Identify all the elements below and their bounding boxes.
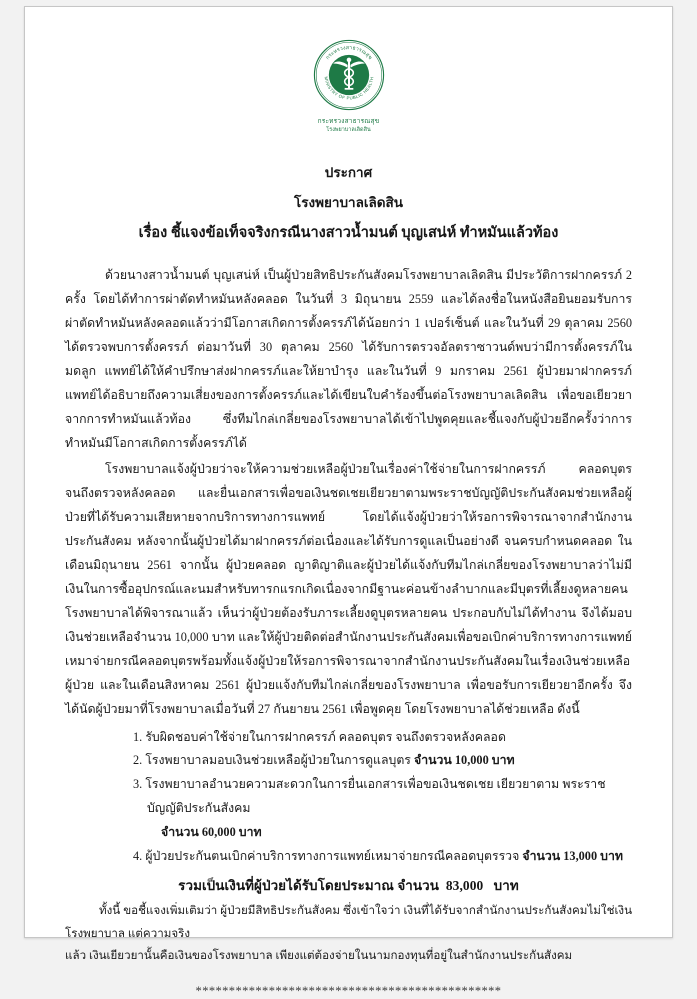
list-item-amount: จำนวน 10,000 บาท [414, 753, 515, 768]
list-item-number: 2. [133, 753, 143, 768]
document-subject: เรื่อง ชี้แจงข้อเท็จจริงกรณีนางสาวน้ำมนต์ บุญเสน่ห์ ทำหมันแล้วท้อง [138, 225, 559, 242]
org-name-line-1: กระทรวงสาธารณสุข [317, 118, 380, 125]
ministry-of-public-health-caduceus-emblem [313, 39, 385, 111]
document-kind: ประกาศ [324, 165, 373, 181]
asterisk-separator: ********************************************** [195, 983, 502, 998]
body-paragraph-2: โรงพยาบาลแจ้งผู้ป่วยว่าจะให้ความช่วยเหลือผู้ป่วยในเรื่องค่าใช้จ่ายในการฝากครรภ์ คลอดบุตร จนถึงตรวจหลังคลอด และยื่นเอกสารเพื่อขอเงินชดเชยเยียวยาตามพระราชบัญญัติประกันสังคมช่วยเหลือผู้ป่วยที่ได้รับความเสียหายจากบริการทางการแพทย์ โดยได้แจ้งผู้ป่วยว่าให้รอการพิจารณาจากสำนักงานประกันสังคม หลังจากนั้นผู้ป่วยได้มาฝากครรภ์ต่อเนื่องและได้รับการดูแลเป็นอย่างดี จนครบกำหนดคลอด ในเดือนมิถุนายน 2561 จากนั้น ผู้ป่วยคลอด ญาติญาติและผู้ป่วยได้แจ้งกับทีมไกล่เกลี่ยของโรงพยาบาลว่าไม่มีเงินในการซื้ออุปกรณ์และนมสำหรับทารกแรกเกิดเนื่องจากมีฐานะค่อนข้างลำบากและมีบุตรที่เลี้ยงดูหลายคน โรงพยาบาลได้พิจารณาแล้ว เห็นว่าผู้ป่วยต้องรับภาระเลี้ยงดูบุตรหลายคน ประกอบกับไม่ได้ทำงาน จึงได้มอบเงินช่วยเหลือจำนวน 10,000 บาท และให้ผู้ป่วยติดต่อสำนักงานประกันสังคมเพื่อขอเบิกค่าบริการทางการแพทย์เหมาจ่ายกรณีคลอดบุตรพร้อมทั้งแจ้งผู้ป่วยให้รอการพิจารณาจากสำนักงานประกันสังคมในเรื่องเงินช่วยเหลือผู้ป่วย และในเดือนสิงหาคม 2561 ผู้ป่วยแจ้งกับทีมไกล่เกลี่ยของโรงพยาบาล เพื่อขอรับการเยียวยาอีกครั้ง จึงได้นัดผู้ป่วยมาที่โรงพยาบาลเมื่อวันที่ 27 กันยายน 2561 เพื่อพูดคุย โดยโรงพยาบาลได้ช่วยเหลือ ดังนี้ [65, 461, 632, 716]
help-measures-list [65, 726, 632, 870]
total-amount: 83,000 [445, 878, 484, 894]
svg-text:กระทรวงสาธารณสุข: กระทรวงสาธารณสุข [324, 45, 373, 62]
letterhead [65, 33, 632, 134]
list-item [65, 773, 632, 821]
body-paragraph-1: ด้วยนางสาวน้ำมนต์ บุญเสน่ห์ เป็นผู้ป่วยสิทธิประกันสังคมโรงพยาบาลเลิดสิน มีประวัติการฝากครรภ์ 2 ครั้ง โดยได้ทำการผ่าตัดทำหมันหลังคลอด ในวันที่ 3 มิถุนายน 2559 และได้ลงชื่อในหนังสือยินยอมรับการผ่าตัดทำหมันหลังคลอดแล้วว่ามีโอกาสเกิดการตั้งครรภ์ได้น้อยกว่า 1 เปอร์เซ็นต์ และในวันที่ 29 ตุลาคม 2560 ได้ตรวจพบการตั้งครรภ์ ต่อมาวันที่ 30 ตุลาคม 2560 ได้รับการตรวจอัลตราซาวนด์พบว่ามีการตั้งครรภ์ในมดลูก แพทย์ได้ให้คำปรึกษาส่งฝากครรภ์และให้ยาบำรุง และในวันที่ 9 มกราคม 2561 ผู้ป่วยมาฝากครรภ์ แพทย์ได้อธิบายถึงความเสี่ยงของการตั้งครรภ์และได้เขียนใบคำร้องขึ้นต่อโรงพยาบาลเลิดสิน เพื่อขอเยียวยาจากการทำหมันแล้วท้อง ซึ่งทีมไกล่เกลี่ยของโรงพยาบาลได้เข้าไปพูดคุยและชี้แจงกับผู้ป่วยอีกครั้งว่าการทำหมันมีโอกาสเกิดการตั้งครรภ์ได้ [65, 268, 632, 450]
document-body [65, 264, 632, 721]
list-item-amount: จำนวน 13,000 บาท [522, 849, 623, 864]
title-block [65, 160, 632, 246]
list-item [65, 726, 632, 750]
list-item-subline-amount: จำนวน 60,000 บาท [161, 825, 262, 840]
total-label: รวมเป็นเงินที่ผู้ป่วยได้รับโดยประมาณ จำนวน [178, 878, 439, 894]
list-item-text: โรงพยาบาลอำนวยความสะดวกในการยื่นเอกสารเพื่อขอเงินชดเชย เยียวยาตาม พระราชบัญญัติประกันสังคม [145, 777, 606, 816]
page-content [25, 7, 672, 998]
total-unit: บาท [493, 878, 519, 894]
svg-text:MINISTRY OF PUBLIC HEALTH: MINISTRY OF PUBLIC HEALTH [323, 76, 374, 101]
closing-note-line-1: ทั้งนี้ ขอชี้แจงเพิ่มเติมว่า ผู้ป่วยมีสิทธิประกันสังคม ซึ่งเข้าใจว่า เงินที่ได้รับจากสำนักงานประกันสังคมไม่ใช่เงินโรงพยาบาล แต่ความจริง [65, 904, 632, 940]
list-item-number: 1. [133, 729, 143, 744]
closing-note-line-2: แล้ว เงินเยียวยานั้นคือเงินของโรงพยาบาล เพียงแต่ต้องจ่ายในนามกองทุนที่อยู่ในสำนักงานประกันสังคม [65, 949, 573, 963]
document-page [24, 6, 673, 998]
list-item-number: 3. [133, 777, 143, 792]
org-name-line-2: โรงพยาบาลเลิดสิน [326, 126, 371, 133]
list-item-text: โรงพยาบาลมอบเงินช่วยเหลือผู้ป่วยในการดูแลบุตร [145, 753, 414, 768]
list-item-number: 4. [133, 849, 143, 864]
list-item-text: รับผิดชอบค่าใช้จ่ายในการฝากครรภ์ คลอดบุตร จนถึงตรวจหลังคลอด [145, 729, 506, 744]
total-amount-line [65, 873, 632, 900]
list-item [65, 749, 632, 773]
document-organization: โรงพยาบาลเลิดสิน [293, 194, 404, 210]
list-item [65, 845, 632, 869]
list-item-text: ผู้ป่วยประกันตนเบิกค่าบริการทางการแพทย์เหมาจ่ายกรณีคลอดบุตรรวจ [145, 849, 523, 864]
